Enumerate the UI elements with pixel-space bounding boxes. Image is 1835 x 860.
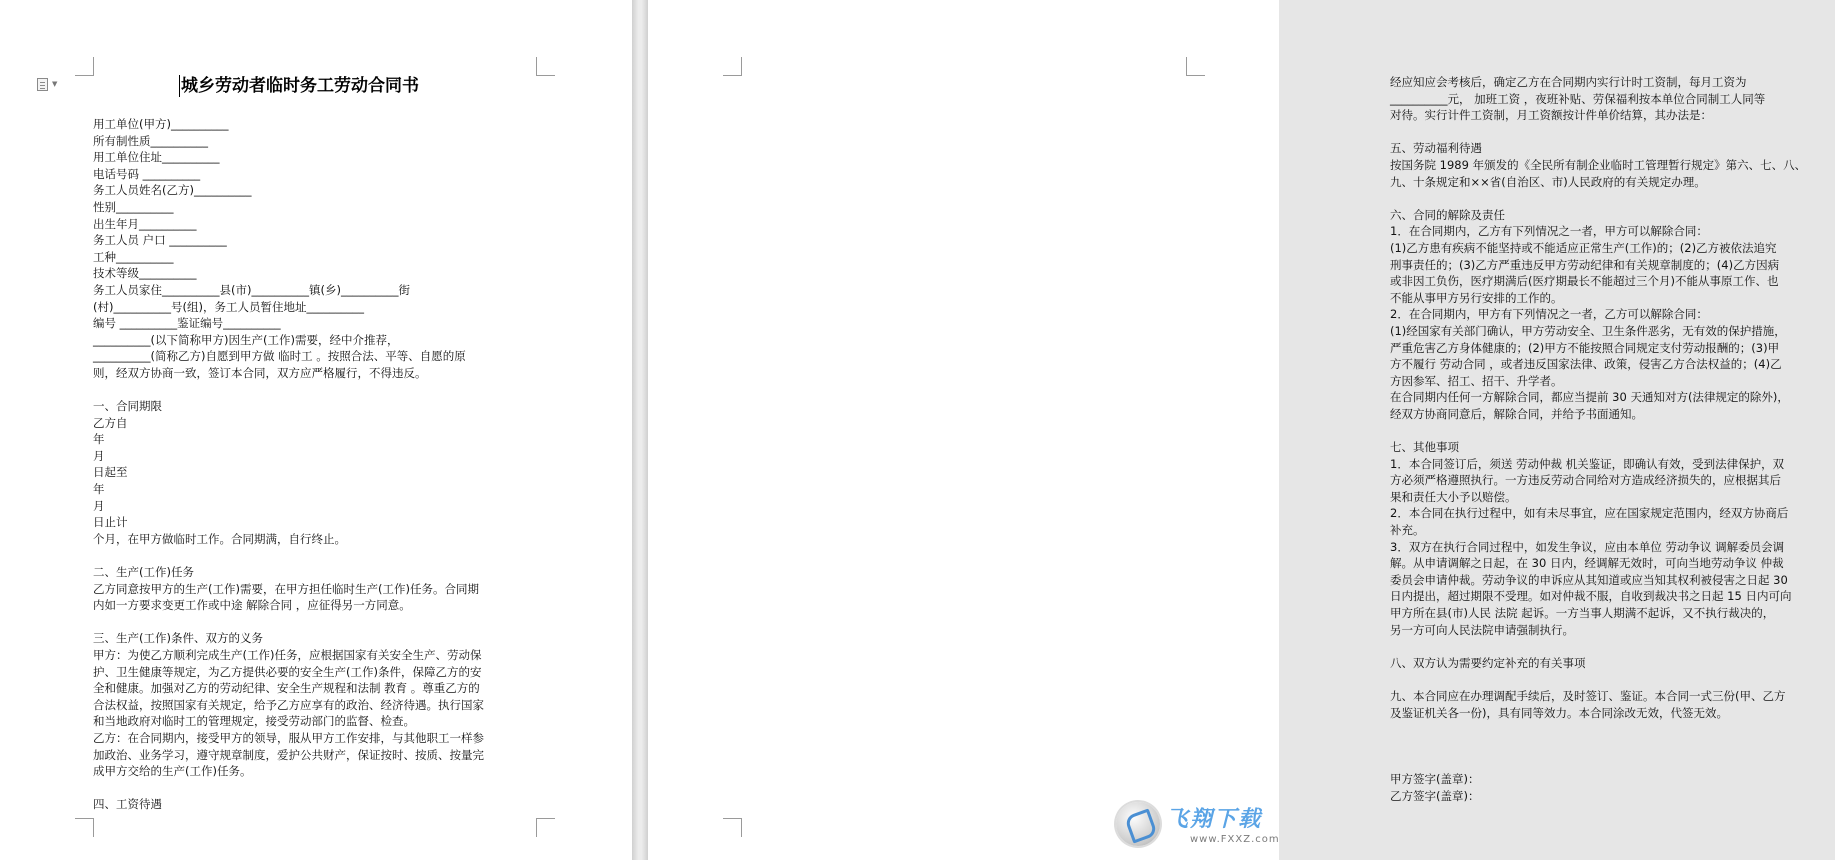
document-line: 委员会申请仲裁。劳动争议的申诉应从其知道或应当知其权利被侵害之日起 30 xyxy=(1390,572,1788,587)
page-gap xyxy=(632,0,648,860)
document-line: (村)__________号(组)，务工人员暂住地址__________ xyxy=(93,299,364,314)
document-line: 九、本合同应在办理调配手续后，及时签订、鉴证。本合同一式三份(甲、乙方 xyxy=(1390,688,1786,703)
document-body-left[interactable] xyxy=(93,116,533,813)
document-page-right xyxy=(648,0,1807,860)
document-line: 务工人员姓名(乙方)__________ xyxy=(93,183,252,198)
document-line: 3．双方在执行合同过程中，如发生争议，应由本单位 劳动争议 调解委员会调 xyxy=(1390,539,1785,554)
document-title[interactable]: 城乡劳动者临时务工劳动合同书 xyxy=(181,76,419,96)
document-line: 果和责任大小予以赔偿。 xyxy=(1390,489,1517,504)
document-line: 编号 __________鉴证编号__________ xyxy=(93,316,281,331)
document-line: 解。从申请调解之日起，在 30 日内，经调解无效时，可向当地劳动争议 仲裁 xyxy=(1390,556,1784,571)
document-line: 按国务院 1989 年颁发的《全民所有制企业临时工管理暂行规定》第六、七、八、 xyxy=(1390,157,1807,172)
document-line xyxy=(1390,638,1835,655)
document-line: 出生年月__________ xyxy=(93,216,197,231)
document-line xyxy=(93,382,533,399)
document-line: 甲方所在县(市)人民 法院 起诉。一方当事人期满不起诉，又不执行裁决的， xyxy=(1390,606,1775,620)
document-line: 不能从事甲方另行安排的工作的。 xyxy=(1390,290,1563,305)
document-line: 性别__________ xyxy=(93,199,174,214)
document-icon[interactable] xyxy=(37,78,48,91)
document-line: 加政治、业务学习，遵守规章制度，爱护公共财产，保证按时、按质、按量完 xyxy=(93,747,484,762)
document-line: 对待。实行计件工资制，月工资额按计件单价结算，其办法是： xyxy=(1390,108,1712,123)
document-line xyxy=(93,614,533,631)
document-line: 月 xyxy=(93,498,105,513)
document-line: 补充。 xyxy=(1390,523,1425,538)
document-line: 经应知应会考核后，确定乙方在合同期内实行计时工资制，每月工资为 xyxy=(1390,75,1747,89)
document-line: 甲方签字(盖章)： xyxy=(1390,771,1480,786)
document-line xyxy=(1390,738,1835,755)
corner-mark-top-right xyxy=(1186,57,1205,76)
document-line: 个月，在甲方做临时工作。合同期满，自行终止。 xyxy=(93,531,346,546)
chevron-down-icon[interactable]: ▼ xyxy=(52,80,58,88)
document-line: 六、合同的解除及责任 xyxy=(1390,207,1505,222)
document-line: 护、卫生健康等规定，为乙方提供必要的安全生产(工作)条件，保障乙方的安 xyxy=(93,664,482,679)
document-line: 合法权益，按照国家有关规定，给予乙方应享有的政治、经济待遇。执行国家 xyxy=(93,697,484,712)
document-line: 所有制性质__________ xyxy=(93,133,208,148)
corner-mark-top-left xyxy=(723,57,742,76)
document-line: 电话号码 __________ xyxy=(93,166,201,181)
document-line: __________(以下简称甲方)因生产(工作)需要，经中介推荐， xyxy=(93,332,399,347)
document-line: 2．本合同在执行过程中，如有未尽事宜，应在国家规定范围内，经双方协商后 xyxy=(1390,506,1789,521)
document-line: 八、双方认为需要约定补充的有关事项 xyxy=(1390,655,1586,670)
document-line: 用工单位住址__________ xyxy=(93,150,220,165)
document-line: 工种__________ xyxy=(93,249,174,264)
document-line: __________(简称乙方)自愿到甲方做 临时工 。按照合法、平等、自愿的原 xyxy=(93,349,466,364)
corner-mark-top-left xyxy=(75,57,94,76)
document-line: 1．在合同期内，乙方有下列情况之一者，甲方可以解除合同： xyxy=(1390,224,1708,239)
document-body-right[interactable] xyxy=(1390,74,1835,804)
document-line: 务工人员家住__________县(市)__________镇(乡)__________街 xyxy=(93,282,410,297)
document-line: 经双方协商同意后，解除合同，并给予书面通知。 xyxy=(1390,406,1643,421)
document-line: 日内提出，超过期限不受理。如对仲裁不服，自收到裁决书之日起 15 日内可向 xyxy=(1390,589,1792,604)
document-line: 甲方：为使乙方顺利完成生产(工作)任务，应根据国家有关安全生产、劳动保 xyxy=(93,648,482,662)
document-line: 日止计 xyxy=(93,515,128,530)
document-line: 七、其他事项 xyxy=(1390,440,1459,455)
document-line: 用工单位(甲方)__________ xyxy=(93,117,229,131)
document-line xyxy=(1390,721,1835,738)
document-line xyxy=(1390,124,1835,141)
watermark-url: www.FXXZ.com xyxy=(1190,834,1280,845)
document-line: 月 xyxy=(93,448,105,463)
document-line xyxy=(1390,190,1835,207)
document-line xyxy=(1390,422,1835,439)
document-line: 务工人员 户口 __________ xyxy=(93,233,227,248)
document-line: 严重危害乙方身体健康的；(2)甲方不能按照合同规定支付劳动报酬的；(3)甲 xyxy=(1390,340,1780,355)
document-line: 或非因工负伤，医疗期满后(医疗期最长不能超过三个月)不能从事原工作、也 xyxy=(1390,274,1779,289)
document-line: 技术等级__________ xyxy=(93,266,197,281)
corner-mark-top-right xyxy=(536,57,555,76)
corner-mark-bottom-right xyxy=(536,818,555,837)
watermark-brand: 飞翔下载 xyxy=(1166,807,1263,832)
document-line xyxy=(93,547,533,564)
site-watermark xyxy=(1112,800,1280,850)
document-line: 乙方签字(盖章)： xyxy=(1390,788,1480,803)
document-line: 方不履行 劳动合同 ，或者违反国家法律、政策，侵害乙方合法权益的；(4)乙 xyxy=(1390,357,1782,372)
document-line: 另一方可向人民法院申请强制执行。 xyxy=(1390,622,1574,637)
document-line: 方必须严格遵照执行。一方违反劳动合同给对方造成经济损失的，应根据其后 xyxy=(1390,473,1781,488)
document-line: 二、生产(工作)任务 xyxy=(93,565,194,580)
document-line: 九、十条规定和××省(自治区、市)人民政府的有关规定办理。 xyxy=(1390,174,1706,189)
document-line: 四、工资待遇 xyxy=(93,797,162,812)
document-line: 乙方自 xyxy=(93,415,128,430)
document-line: 和当地政府对临时工的管理规定，接受劳动部门的监督、检查。 xyxy=(93,714,415,729)
corner-mark-bottom-left xyxy=(75,818,94,837)
document-line xyxy=(1390,671,1835,688)
text-cursor xyxy=(179,75,180,97)
document-line: 日起至 xyxy=(93,465,128,480)
document-line: 一、合同期限 xyxy=(93,399,162,414)
document-line: 乙方：在合同期内，接受甲方的领导，服从甲方工作安排，与其他职工一样参 xyxy=(93,730,484,745)
corner-mark-bottom-left xyxy=(723,818,742,837)
document-line: (1)乙方患有疾病不能坚持或不能适应正常生产(工作)的；(2)乙方被依法追究 xyxy=(1390,240,1777,255)
document-line xyxy=(1390,754,1835,771)
document-line: 乙方同意按甲方的生产(工作)需要，在甲方担任临时生产(工作)任务。合同期 xyxy=(93,581,479,596)
document-page-left xyxy=(0,0,632,860)
document-line: 及鉴证机关各一份)，具有同等效力。本合同涂改无效，代签无效。 xyxy=(1390,705,1728,720)
document-line: (1)经国家有关部门确认，甲方劳动安全、卫生条件恶劣，无有效的保护措施， xyxy=(1390,323,1786,338)
brand-logo-icon xyxy=(1116,802,1160,846)
document-line: 三、生产(工作)条件、双方的义务 xyxy=(93,631,263,646)
document-line: 在合同期内任何一方解除合同，都应当提前 30 天通知对方(法律规定的除外)， xyxy=(1390,390,1789,405)
document-line: 年 xyxy=(93,482,105,497)
document-line: 内如一方要求变更工作或中途 解除合同 ，应征得另一方同意。 xyxy=(93,598,411,613)
document-line: 1．本合同签订后，须送 劳动仲裁 机关鉴证，即确认有效，受到法律保护，双 xyxy=(1390,456,1785,471)
document-line: 成甲方交给的生产(工作)任务。 xyxy=(93,764,252,779)
document-line: 2．在合同期内，甲方有下列情况之一者，乙方可以解除合同： xyxy=(1390,307,1708,322)
document-line xyxy=(93,780,533,797)
document-line: 五、劳动福利待遇 xyxy=(1390,141,1482,156)
document-line: __________元， 加班工资 ，夜班补贴、劳保福利按本单位合同制工人同等 xyxy=(1390,91,1766,106)
document-line: 刑事责任的；(3)乙方严重违反甲方劳动纪律和有关规章制度的；(4)乙方因病 xyxy=(1390,257,1780,272)
document-line: 年 xyxy=(93,432,105,447)
document-line: 方因参军、招工、招干、升学者。 xyxy=(1390,373,1563,388)
document-line: 则，经双方协商一致，签订本合同，双方应严格履行，不得违反。 xyxy=(93,365,427,380)
document-line: 全和健康。加强对乙方的劳动纪律、安全生产规程和法制 教育 。尊重乙方的 xyxy=(93,681,480,696)
